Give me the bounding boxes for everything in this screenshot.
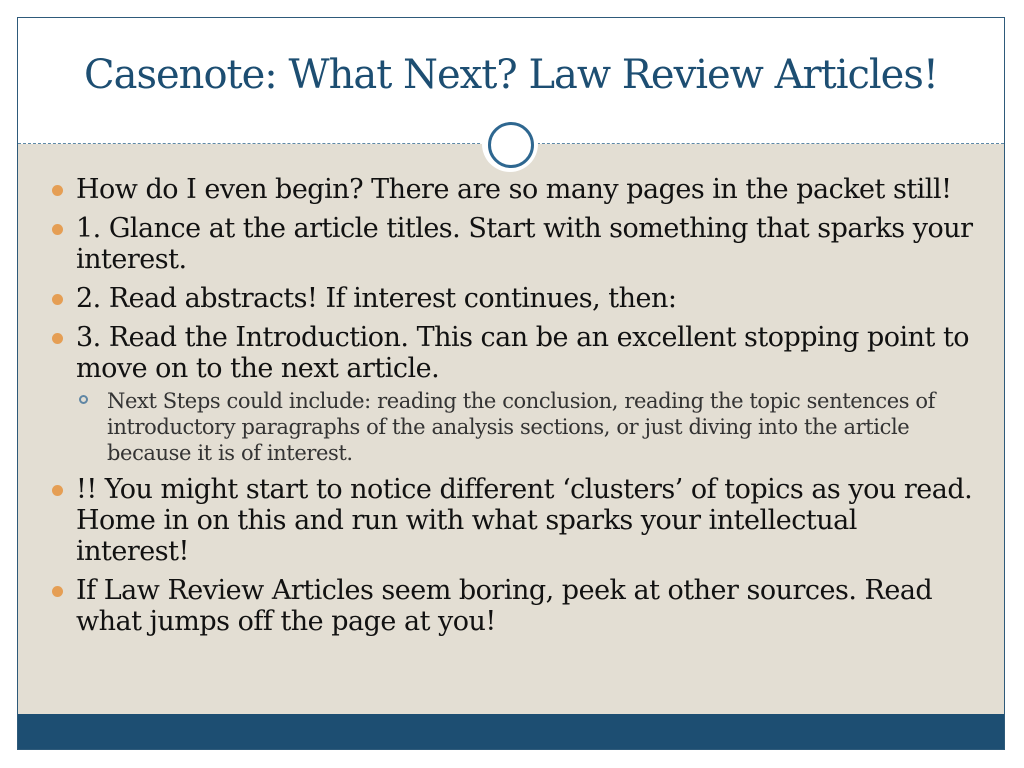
bullet-text: !! You might start to notice different ‘clusters’ of topics as you read. Home in on this and run with what sparks your intellectual interest!	[76, 474, 973, 567]
ring	[488, 122, 534, 168]
bullet-marker-icon	[52, 185, 63, 196]
slide	[17, 17, 1005, 750]
bullet-text: 3. Read the Introduction. This can be an excellent stopping point to move on to the next article.	[76, 322, 970, 384]
bullet-text: 2. Read abstracts! If interest continues, then:	[76, 283, 677, 314]
sub-bullet-marker-icon	[79, 395, 88, 404]
bullet-list	[18, 174, 1004, 645]
bullet-item	[18, 283, 1004, 314]
bullet-item	[18, 322, 1004, 384]
bullet-text: 1. Glance at the article titles. Start with something that sparks your interest.	[76, 213, 973, 275]
bullet-marker-icon	[52, 485, 63, 496]
circle-ring-icon	[482, 116, 538, 172]
bullet-text: How do I even begin? There are so many pages in the packet still!	[76, 174, 952, 205]
bullet-marker-icon	[52, 333, 63, 344]
slide-title: Casenote: What Next? Law Review Articles!	[84, 52, 938, 98]
bullet-item	[18, 575, 1004, 637]
footer-bar	[18, 714, 1004, 749]
bullet-marker-icon	[52, 224, 63, 235]
bullet-text: If Law Review Articles seem boring, peek at other sources. Read what jumps off the page at you!	[76, 575, 933, 637]
bullet-item	[18, 213, 1004, 275]
sub-bullet-text: Next Steps could include: reading the conclusion, reading the topic sentences of introductory paragraphs of the analysis sections, or just diving into the article because it is of interest.	[107, 389, 936, 465]
bullet-marker-icon	[52, 294, 63, 305]
bullet-marker-icon	[52, 586, 63, 597]
bullet-item	[18, 174, 1004, 205]
bullet-item	[18, 474, 1004, 567]
sub-bullet-item	[18, 388, 1004, 466]
